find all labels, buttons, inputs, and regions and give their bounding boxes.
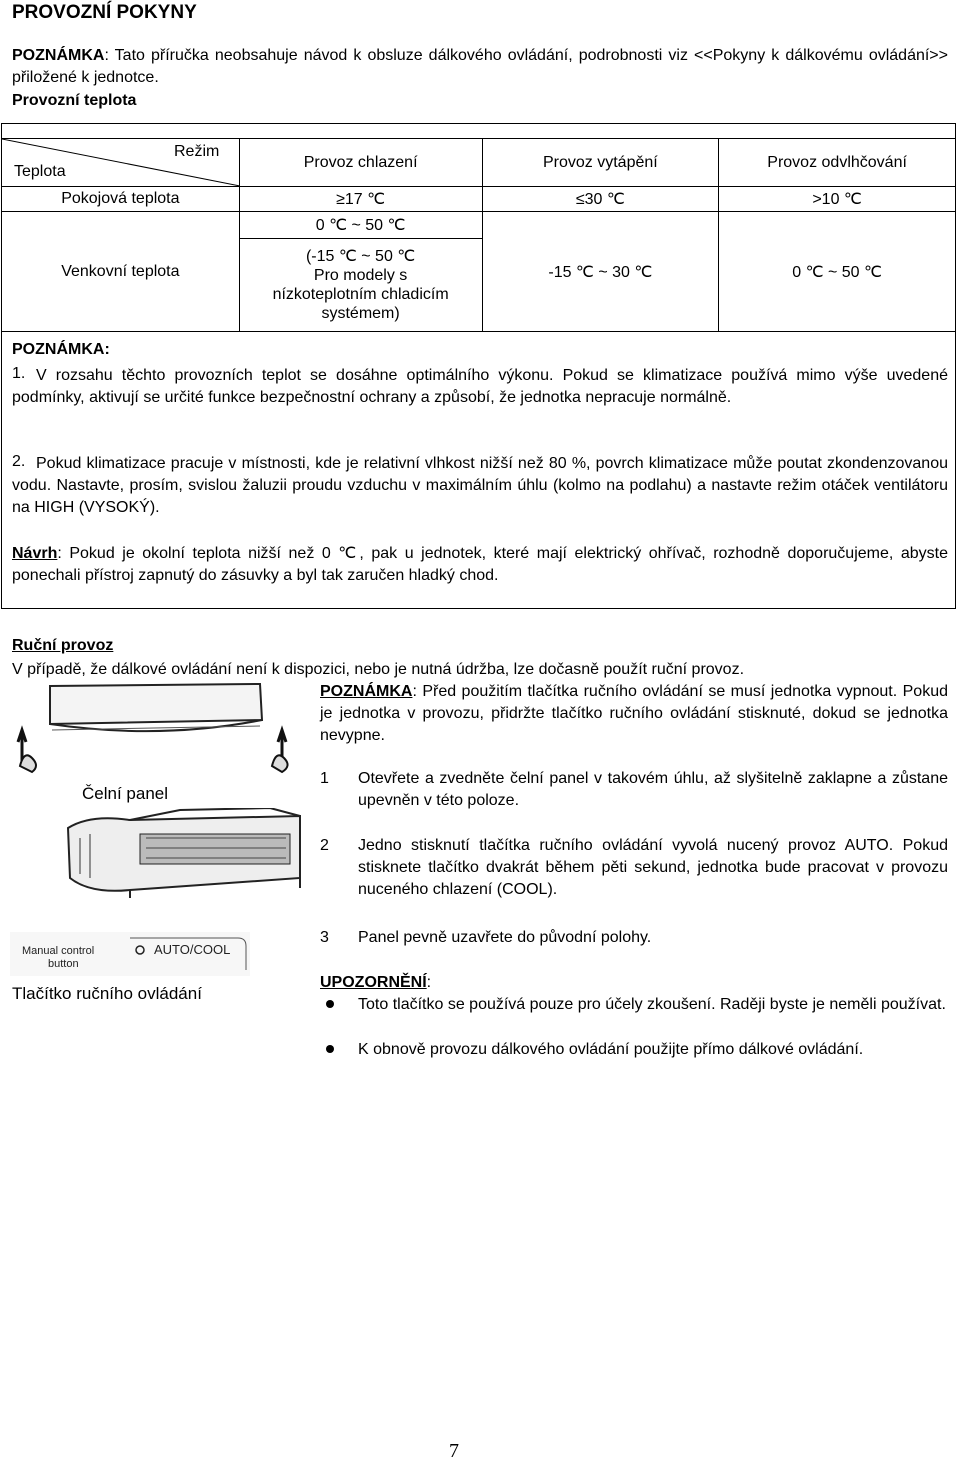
warning-label: UPOZORNĚNÍ [320, 974, 427, 991]
step-1 [320, 768, 948, 814]
caption-front-panel: Čelní panel [82, 784, 169, 803]
note-item-1-num: 1. [12, 365, 26, 382]
page-title: PROVOZNÍ POKYNY [12, 2, 197, 23]
note-item-2-text: Pokud klimatizace pracuje v místnosti, kde je relativní vlhkost nižší než 80 %, povrch klimatizace může poutat zkondenzovanou vodu. Nastavte, prosím, svislou žaluzii proudu vzduchu v maximálním úhlu (kolmo na podlahu) a nastavte režim otáček ventilátoru na HIGH (VYSOKÝ). [12, 455, 948, 516]
step-2 [320, 835, 948, 905]
note-item-2 [12, 453, 948, 523]
caption-manual-button: Tlačítko ručního ovládání [12, 984, 202, 1003]
col-header-dry: Provoz odvlhčování [719, 139, 956, 187]
svg-text:button: button [48, 958, 79, 970]
outdoor-dry-value: 0 ℃ ~ 50 ℃ [719, 212, 956, 332]
unit-open-illustration [60, 808, 310, 908]
row-label-room: Pokojová teplota [2, 187, 240, 212]
outdoor-heat-value: -15 ℃ ~ 30 ℃ [482, 212, 719, 332]
col-header-heating: Provoz vytápění [482, 139, 719, 187]
manual-button-illustration [10, 930, 250, 978]
tip-text: : Pokud je okolní teplota nižší než 0 ℃, pak u jednotek, které mají elektrický ohřívač, rozhodně doporučujeme, abyste ponechali přístroj zapnutý do zásuvky a byl tak zaručen hladký chod. [12, 545, 948, 584]
corner-mode-label: Režim [174, 143, 220, 160]
warning-item-2 [320, 1039, 948, 1085]
note-item-2-num: 2. [12, 453, 26, 470]
manual-note [320, 681, 948, 747]
svg-text:Manual control: Manual control [22, 945, 95, 957]
step-3-text: Panel pevně uzavřete do původní polohy. [358, 929, 652, 946]
corner-temp-label: Teplota [14, 163, 66, 180]
step-2-num: 2 [320, 837, 329, 854]
table-corner-cell [2, 139, 240, 187]
step-1-text: Otevřete a zvedněte čelní panel v takovém úhlu, až slyšitelně zaklapne a zůstane upevněn v této poloze. [358, 770, 948, 809]
tip-label: Návrh [12, 545, 58, 562]
step-3-num: 3 [320, 929, 329, 946]
manual-note-text: : Před použitím tlačítka ručního ovládání se musí jednotka vypnout. Pokud je jednotka v provozu, přidržte tlačítko ručního ovládání stisknuté, dokud se jednotka nevypne. [320, 683, 948, 744]
step-1-num: 1 [320, 770, 329, 787]
manual-note-label: POZNÁMKA [320, 683, 413, 700]
note-item-1 [12, 365, 948, 435]
room-cool-value: ≥17 ℃ [239, 187, 482, 212]
outdoor-cool-lowtemp: (-15 ℃ ~ 50 ℃ Pro modely s nízkoteplotním chladicím systémem) [239, 239, 482, 332]
manual-intro: V případě, že dálkové ovládání není k dispozici, nebo je nutná údržba, lze dočasně použít ruční provoz. [12, 661, 745, 678]
step-2-text: Jedno stisknutí tlačítka ručního ovládání vyvolá nucený provoz AUTO. Pokud stisknete tlačítko dvakrát během pěti sekund, jednotka bude pracovat v provozu nuceného chlazení (COOL). [358, 837, 948, 898]
top-note-label: POZNÁMKA [12, 47, 105, 64]
bullet-icon [326, 1045, 334, 1053]
step-3 [320, 927, 948, 951]
bullet-icon [326, 1000, 334, 1008]
unit-front-illustration [10, 680, 300, 780]
tip-paragraph [12, 543, 948, 587]
warning-item-1-text: Toto tlačítko se používá pouze pro účely zkoušení. Raději byste je neměli používat. [358, 996, 946, 1013]
row-label-outdoor: Venkovní teplota [2, 212, 240, 332]
manual-heading: Ruční provoz [12, 637, 114, 654]
svg-text:AUTO/COOL: AUTO/COOL [154, 942, 231, 957]
outdoor-cool-value: 0 ℃ ~ 50 ℃ [239, 212, 482, 239]
top-note-text: : Tato příručka neobsahuje návod k obsluze dálkového ovládání, podrobnosti viz <<Pokyny k dálkovému ovládání>> přiložené k jednotce. [12, 47, 948, 86]
room-dry-value: >10 ℃ [719, 187, 956, 212]
col-header-cooling: Provoz chlazení [239, 139, 482, 187]
room-heat-value: ≤30 ℃ [482, 187, 719, 212]
page-number: 7 [449, 1440, 459, 1462]
warning-item-1 [320, 994, 948, 1040]
notes-heading: POZNÁMKA: [12, 341, 110, 358]
note-item-1-text: V rozsahu těchto provozních teplot se dosáhne optimálního výkonu. Pokud se klimatizace používá mimo výše uvedené podmínky, aktivují se určité funkce bezpečnostní ochrany a způsobí, že jednotka nepracuje normálně. [12, 367, 948, 406]
warning-item-2-text: K obnově provozu dálkového ovládání použijte přímo dálkové ovládání. [358, 1041, 864, 1058]
warning-heading [320, 972, 431, 994]
operating-temperature-table [1, 138, 956, 332]
warning-colon: : [426, 974, 432, 991]
table-heading: Provozní teplota [12, 92, 137, 109]
top-note [12, 45, 948, 89]
